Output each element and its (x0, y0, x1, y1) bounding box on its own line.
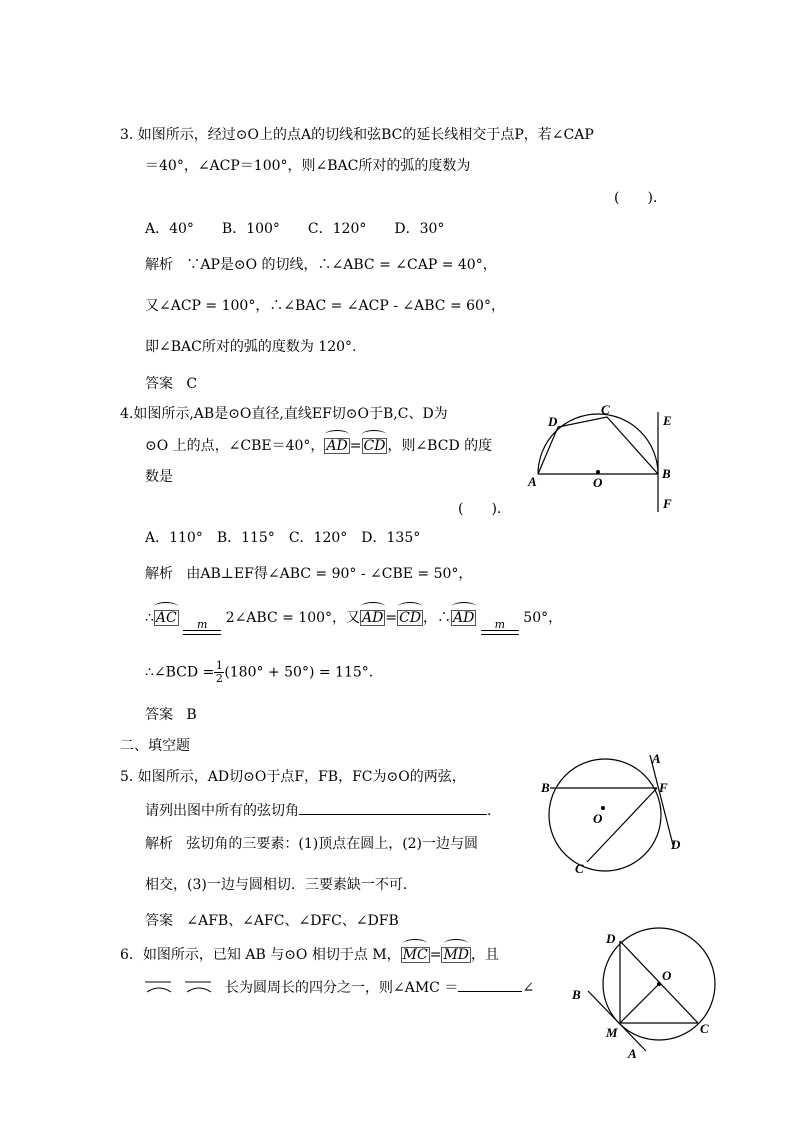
q6-label-o: O (662, 968, 672, 983)
q5-label-a: A (652, 751, 661, 766)
q6-text-line2 (145, 976, 534, 998)
q5-answer-line (145, 911, 399, 931)
q6-arc-mark-2 (187, 988, 211, 992)
q5-solution-text1: 弦切角的三要素：(1)顶点在圆上，(2)一边与圆 (186, 836, 479, 852)
q5-solution-text2: 相交，(3)一边与圆相切．三要素缺一不可． (145, 877, 417, 893)
q5-text-line2a: 请列出图中所有的弦切角 (145, 803, 299, 819)
q4-solution-text2a: 2∠ABC = 100°，又 (225, 610, 361, 626)
q3-solution-text3: 即∠BAC所对的弧的度数为 120°. (145, 339, 357, 355)
q4-solution-text2c: 50°， (523, 610, 563, 626)
q4-text-line2 (145, 436, 492, 456)
q6-text-line2a: 长为圆周长的四分之一，则∠AMC ＝ (225, 980, 459, 996)
q3-solution-text1: ∵AP是⊙O 的切线，∴∠ABC = ∠CAP = 40°， (186, 257, 497, 273)
q5-solution-line1 (145, 834, 478, 854)
q4-arc-cd-2: CD (399, 610, 422, 626)
q4-solution-text3b: (180° + 50°) = 115°. (224, 664, 374, 681)
q3-text-line1: 3. 如图所示，经过⊙O上的点A的切线和弦BC的延长线相交于点P，若∠CAP (120, 127, 594, 143)
q4-text-line3: 数是 (145, 469, 173, 485)
q5-text-line2b: . (487, 803, 492, 819)
q4-label-d: D (548, 414, 558, 429)
q4-arc-ad-2: AD (362, 610, 384, 626)
q6-figure (570, 925, 730, 1065)
q4-solution-line2 (145, 608, 562, 635)
q4-solution-label: 解析 (145, 566, 173, 582)
q4-arc-cd: CD (363, 438, 386, 454)
q6-blank[interactable] (458, 976, 522, 992)
q4-eq: = (349, 438, 362, 454)
q4-answer-paren: ( ). (458, 501, 502, 517)
q4-center-point (596, 470, 600, 474)
q4-solution-text1: 由AB⊥EF得∠ABC = 90° - ∠CBE = 50°， (186, 566, 473, 582)
q6-arc-mark-1 (147, 988, 171, 992)
q6-label-c: C (700, 1021, 709, 1036)
q5-answer-label: 答案 (145, 913, 173, 929)
q6-arc-marks (145, 980, 225, 996)
q4-options: A．110° B．115° C．120° D．135° (145, 530, 421, 546)
q4-arc-ad-3: AD (453, 610, 475, 626)
q4-text-line2b: ，则∠BCD 的度 (387, 438, 493, 454)
q3-solution-line1 (145, 255, 497, 275)
q4-label-f: F (663, 496, 672, 511)
q4-text-line1: 4.如图所示,AB是⊙O直径,直线EF切⊙O于B,C、D为 (120, 406, 448, 422)
q5-tangent-ad (650, 755, 673, 845)
q4-solution-line1 (145, 564, 472, 584)
q4-label-c: C (601, 402, 610, 417)
q3-answer-line (145, 374, 197, 394)
q4-figure (520, 400, 690, 515)
q4-answer-value: B (186, 707, 197, 723)
q3-answer-paren: ( ). (614, 190, 658, 206)
q3-text-line2: ＝40°，∠ACP＝100°，则∠BAC所对的弧的度数为 (145, 158, 471, 174)
q6-radius-om (620, 984, 659, 1023)
q4-answer-label: 答案 (145, 707, 173, 723)
q6-label-a: A (628, 1046, 637, 1061)
q5-text-line1: 5. 如图所示，AD切⊙O于点F，FB，FC为⊙O的两弦， (120, 769, 466, 785)
q6-label-d: D (606, 931, 616, 946)
q4-label-b: B (662, 466, 671, 481)
q5-blank[interactable] (299, 799, 487, 815)
q5-text-line2 (145, 799, 491, 821)
q5-solution-label: 解析 (145, 836, 173, 852)
q6-text-line1a: 6．如图所示，已知 AB 与⊙O 相切于点 M， (120, 947, 401, 963)
section-title: 二、填空题 (120, 738, 190, 754)
q6-eq: = (429, 947, 442, 963)
q6-arc-md: MD (443, 947, 469, 963)
q4-label-o: O (593, 475, 603, 490)
q5-center-point (601, 806, 605, 810)
q4-solution-text3a: ∴∠BCD = (145, 664, 215, 681)
frac-den: 2 (215, 672, 223, 685)
q3-answer-label: 答案 (145, 376, 173, 392)
therefore-symbol: ∴ (145, 610, 154, 626)
m-label-2: m (494, 618, 506, 631)
q4-answer-line (145, 705, 197, 725)
q6-tangent-ab (588, 991, 646, 1051)
q5-figure (535, 745, 695, 880)
q6-text-line1b: ，且 (471, 947, 499, 963)
q3-options: A．40° B．100° C．120° D．30° (145, 221, 445, 237)
q6-arc-mc: MC (402, 947, 428, 963)
q4-solution-line3 (145, 660, 373, 685)
q4-eq-2: = (385, 610, 398, 626)
measure-equals (183, 620, 221, 635)
q5-label-d: D (671, 837, 681, 852)
q4-solution-text2b: ，∴ (423, 610, 452, 626)
q5-answer-value: ∠AFB、∠AFC、∠DFC、∠DFB (186, 913, 399, 929)
q4-arc-ac: AC (155, 610, 177, 626)
q6-label-m: M (606, 1025, 618, 1040)
q5-label-b: B (541, 780, 550, 795)
q3-answer-value: C (186, 376, 198, 392)
q4-label-e: E (663, 413, 672, 428)
q4-label-a: A (528, 474, 537, 489)
q4-arc-ad: AD (326, 438, 348, 454)
m-label: m (196, 618, 208, 631)
q6-text-line1 (120, 945, 499, 965)
frac-num: 1 (215, 659, 223, 672)
q6-label-b: B (572, 987, 581, 1002)
q5-label-o: O (593, 811, 603, 826)
q5-label-f: F (659, 780, 668, 795)
q3-solution-text2: 又∠ACP = 100°，∴∠BAC = ∠ACP - ∠ABC = 60°， (145, 298, 505, 314)
q5-label-c: C (575, 861, 584, 876)
q3-solution-label: 解析 (145, 257, 173, 273)
fraction-one-half (214, 660, 224, 685)
measure-equals-2 (481, 620, 519, 635)
q6-center-point (657, 982, 661, 986)
q6-text-line2b: ∠ (522, 980, 535, 996)
q5-circle (549, 759, 661, 871)
q4-text-line2a: ⊙O 上的点，∠CBE＝40°， (145, 438, 325, 454)
